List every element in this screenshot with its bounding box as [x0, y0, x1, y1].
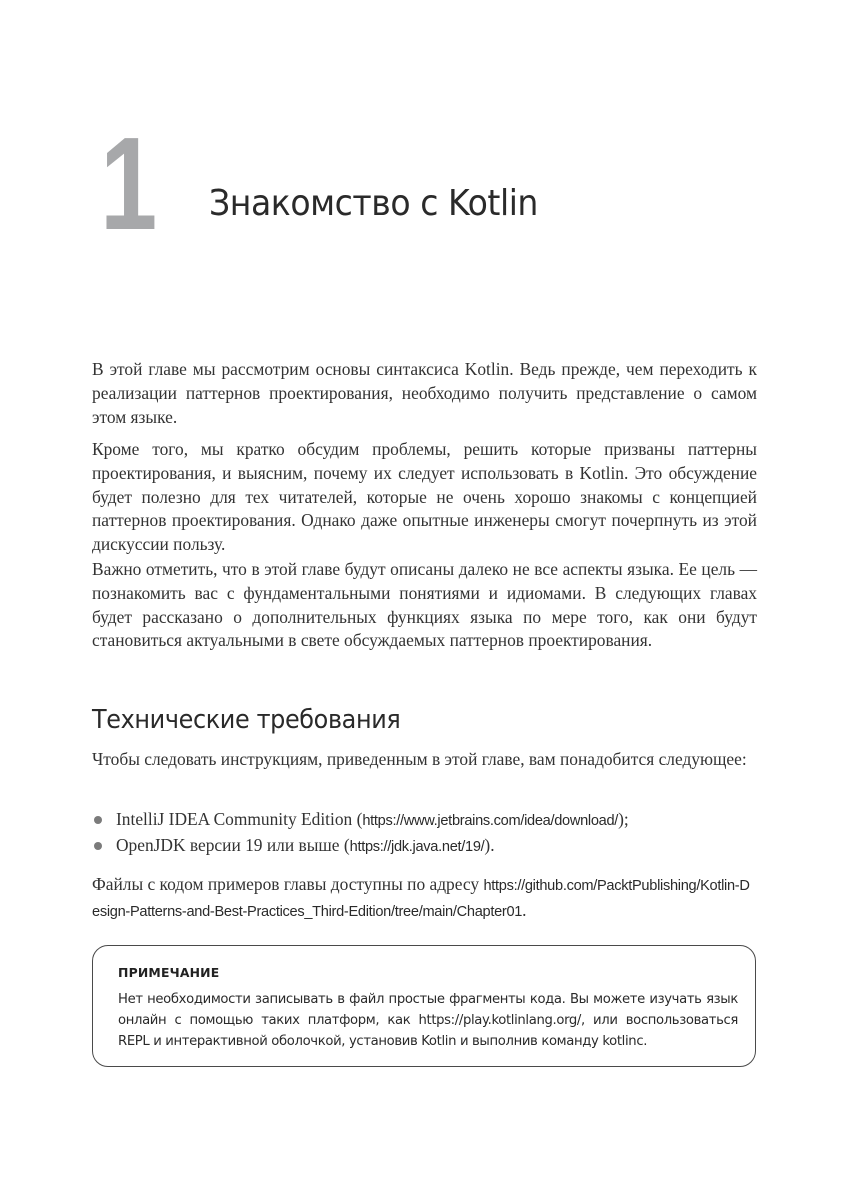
intro-paragraph-1: В этой главе мы рассмотрим основы синтаксиса Kotlin. Ведь прежде, чем переходить к реализации паттернов проектирования, необходимо получить представление о самом этом языке.	[92, 359, 757, 427]
requirements-list	[92, 808, 757, 860]
chapter-title: Знакомство с Kotlin	[209, 183, 538, 224]
section-title: Технические требования	[92, 705, 401, 735]
list-item	[92, 808, 757, 834]
intro-paragraph-3: Важно отметить, что в этой главе будут описаны далеко не все аспекты языка. Ее цель — познакомить вас с фундаментальными понятиями и идиомами. В следующих главах будет рассказано о дополнительных функциях языка по мере того, как они будут становиться актуальными в свете обсуждаемых паттернов проектирования.	[92, 559, 757, 651]
link-github-repo[interactable]: https://github.com/PacktPublishing/Kotlin-Design-Patterns-and-Best-Practices_Third-Edition/tree/main/Chapter01	[92, 878, 750, 920]
chapter-number: 1	[100, 110, 158, 257]
list-item-text: OpenJDK версии 19 или выше (	[116, 835, 350, 855]
list-item-suffix: );	[618, 809, 629, 829]
files-text: Файлы с кодом примеров главы доступны по адресу	[92, 874, 484, 894]
intro-paragraph-2: Кроме того, мы кратко обсудим проблемы, решить которые призваны паттерны проектирования, и выясним, почему их следует использовать в Kotlin. Это обсуждение будет полезно для тех читателей, которые не очень хорошо знакомы с концепцией паттернов проектирования. Однако даже опытные инженеры смогут почерпнуть из этой дискуссии пользу.	[92, 439, 757, 555]
bullet-icon	[94, 842, 102, 850]
link-intellij-download[interactable]: https://www.jetbrains.com/idea/download/	[362, 813, 619, 829]
list-item	[92, 834, 757, 860]
bullet-icon	[94, 816, 102, 824]
files-suffix: .	[522, 899, 527, 920]
note-box	[92, 945, 756, 1067]
list-item-suffix: ).	[484, 835, 495, 855]
note-title: ПРИМЕЧАНИЕ	[118, 965, 220, 980]
link-openjdk[interactable]: https://jdk.java.net/19/	[349, 839, 485, 855]
section-lead: Чтобы следовать инструкциям, приведенным в этой главе, вам понадобится следующее:	[92, 749, 747, 769]
list-item-text: IntelliJ IDEA Community Edition (	[116, 809, 363, 829]
note-body: Нет необходимости записывать в файл простые фрагменты кода. Вы можете изучать язык онлайн с помощью таких платформ, как https://play.kotlinlang.org/, или воспользоваться REPL и интерактивной оболочкой, установив Kotlin и выполнив команду kotlinc.	[118, 992, 738, 1049]
files-paragraph	[92, 873, 757, 925]
